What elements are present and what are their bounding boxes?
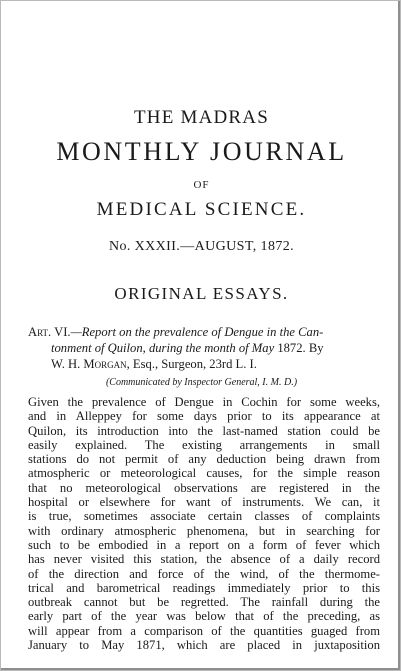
section-title: ORIGINAL ESSAYS. bbox=[114, 284, 289, 303]
article-year: 1872. bbox=[277, 341, 306, 355]
body-line: with ordinary atmospheric phenomena, but in searching for bbox=[28, 523, 380, 538]
article-heading bbox=[28, 324, 380, 372]
journal-title-line-2: MONTHLY JOURNAL bbox=[56, 137, 347, 166]
article-title-part-2: tonment of Quilon, during the month of May bbox=[51, 341, 275, 355]
issue-number: No. XXXII.—AUGUST, 1872. bbox=[108, 239, 295, 254]
body-line: Given the prevalence of Dengue in Cochin for some weeks, bbox=[28, 395, 380, 409]
body-line: and in Alleppey for some days prior to its appearance at bbox=[28, 409, 380, 424]
article-author: W. H. Morgan bbox=[51, 357, 127, 371]
body-line: that no meteorological observations are registered in the bbox=[28, 480, 380, 495]
journal-title-line-1: THE MADRAS bbox=[134, 107, 269, 128]
body-line: atmospheric or meteorological causes, for the simple reason bbox=[28, 466, 380, 481]
body-line: early part of the year was below that of the preceding, as bbox=[28, 609, 380, 624]
body-line: stations do not permit of any deduction being drawn from bbox=[28, 452, 380, 467]
article-label: Art. VI. bbox=[28, 325, 71, 339]
article-by: By bbox=[308, 341, 324, 355]
communicated-by: (Communicated by Inspector General, I. M. D.) bbox=[105, 377, 298, 388]
body-line: easily explained. The existing arrangements in small bbox=[28, 437, 380, 452]
journal-title-line-4: MEDICAL SCIENCE. bbox=[96, 199, 307, 220]
body-line: trical and barometrical readings immediately prior to this bbox=[28, 580, 380, 595]
body-line: is true, sometimes associate certain classes of complaints bbox=[28, 509, 380, 524]
body-line: January to May 1871, which are placed in juxtaposition bbox=[28, 638, 380, 653]
body-line: such to be embodied in a report on a form of fever which bbox=[28, 537, 380, 552]
article-author-suffix: , Esq., Surgeon, 23rd L. I. bbox=[126, 357, 257, 371]
journal-title-line-3: OF bbox=[193, 179, 210, 191]
body-line: will appear from a comparison of the quantities guaged from bbox=[28, 623, 380, 638]
body-line: has never visited this station, the absence of a daily record bbox=[28, 552, 380, 567]
body-line: Quilon, its introduction into the last-named station could be bbox=[28, 423, 380, 438]
article-title-part-1: —Report on the prevalence of Dengue in the Can- bbox=[70, 325, 324, 339]
body-line: outbreak cannot but be regretted. The rainfall during the bbox=[28, 595, 380, 610]
body-line: hospital or elsewhere for want of instruments. We can, it bbox=[28, 495, 380, 510]
article-body bbox=[28, 395, 380, 652]
body-line: of the direction and force of the wind, of the thermome- bbox=[28, 566, 380, 581]
